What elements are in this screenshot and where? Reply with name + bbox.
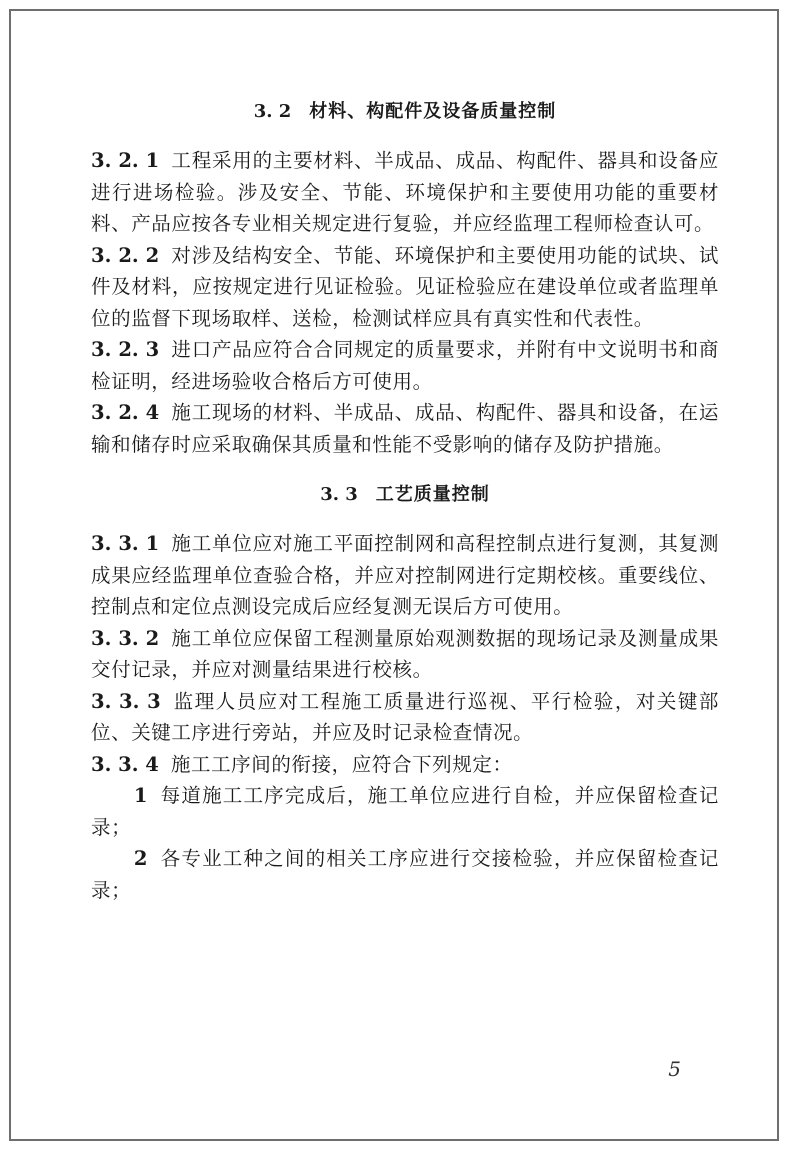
section-number: 3. 3 (320, 484, 358, 505)
list-item-2 (91, 843, 719, 906)
clause-number: 3. 3. 1 (91, 532, 160, 555)
clause-number: 3. 2. 2 (91, 243, 160, 267)
clause-3-2-2 (91, 240, 719, 335)
clause-3-2-3 (91, 334, 719, 397)
clause-text: 施工单位应对施工平面控制网和高程控制点进行复测，其复测成果应经监理单位查验合格，并应对控制网进行定期校核。重要线位、控制点和定位点测设完成后应经复测无误后方可使用。 (91, 532, 719, 618)
page-number: 5 (668, 1057, 681, 1081)
clause-3-3-1 (91, 528, 719, 623)
clause-text: 工程采用的主要材料、半成品、成品、构配件、器具和设备应进行进场检验。涉及安全、节能、环境保护和主要使用功能的重要材料、产品应按各专业相关规定进行复验，并应经监理工程师检查认可。 (91, 149, 719, 235)
clause-3-2-1 (91, 145, 719, 240)
item-text: 各专业工种之间的相关工序应进行交接检验，并应保留检查记录； (91, 847, 719, 902)
clause-3-2-4 (91, 397, 719, 460)
clause-text: 对涉及结构安全、节能、环境保护和主要使用功能的试块、试件及材料，应按规定进行见证检验。见证检验应在建设单位或者监理单位的监督下现场取样、送检，检测试样应具有真实性和代表性。 (91, 243, 719, 330)
page-content (91, 87, 719, 906)
clause-3-3-2 (91, 623, 719, 686)
clause-text: 施工现场的材料、半成品、成品、构配件、器具和设备，在运输和储存时应采取确保其质量和性能不受影响的储存及防护措施。 (91, 401, 719, 456)
clause-3-3-4 (91, 749, 719, 781)
clause-number: 3. 3. 4 (91, 752, 159, 776)
section-title-text: 材料、构配件及设备质量控制 (309, 101, 557, 122)
item-text: 每道施工工序完成后，施工单位应进行自检，并应保留检查记录； (91, 784, 719, 839)
clause-text: 施工工序间的衔接，应符合下列规定： (170, 752, 513, 776)
clause-text: 进口产品应符合合同规定的质量要求，并附有中文说明书和商检证明，经进场验收合格后方可使用。 (91, 338, 719, 393)
clause-text: 监理人员应对工程施工质量进行巡视、平行检验，对关键部位、关键工序进行旁站，并应及时记录检查情况。 (91, 689, 719, 744)
clause-number: 3. 3. 3 (91, 689, 161, 713)
list-item-1 (91, 780, 719, 843)
clause-3-3-3 (91, 686, 719, 749)
clause-number: 3. 2. 3 (91, 338, 160, 361)
section-heading-3-3 (91, 480, 719, 506)
document-page (9, 9, 779, 1141)
section-title-text: 工艺质量控制 (375, 484, 490, 505)
section-number: 3. 2 (253, 101, 292, 122)
section-heading-3-2 (91, 97, 719, 123)
clause-number: 3. 3. 2 (91, 626, 160, 650)
item-number: 1 (133, 784, 149, 807)
clause-number: 3. 2. 1 (91, 149, 160, 172)
clause-number: 3. 2. 4 (91, 401, 160, 424)
item-number: 2 (133, 847, 149, 870)
clause-text: 施工单位应保留工程测量原始观测数据的现场记录及测量成果交付记录，并应对测量结果进行校核。 (91, 626, 719, 681)
